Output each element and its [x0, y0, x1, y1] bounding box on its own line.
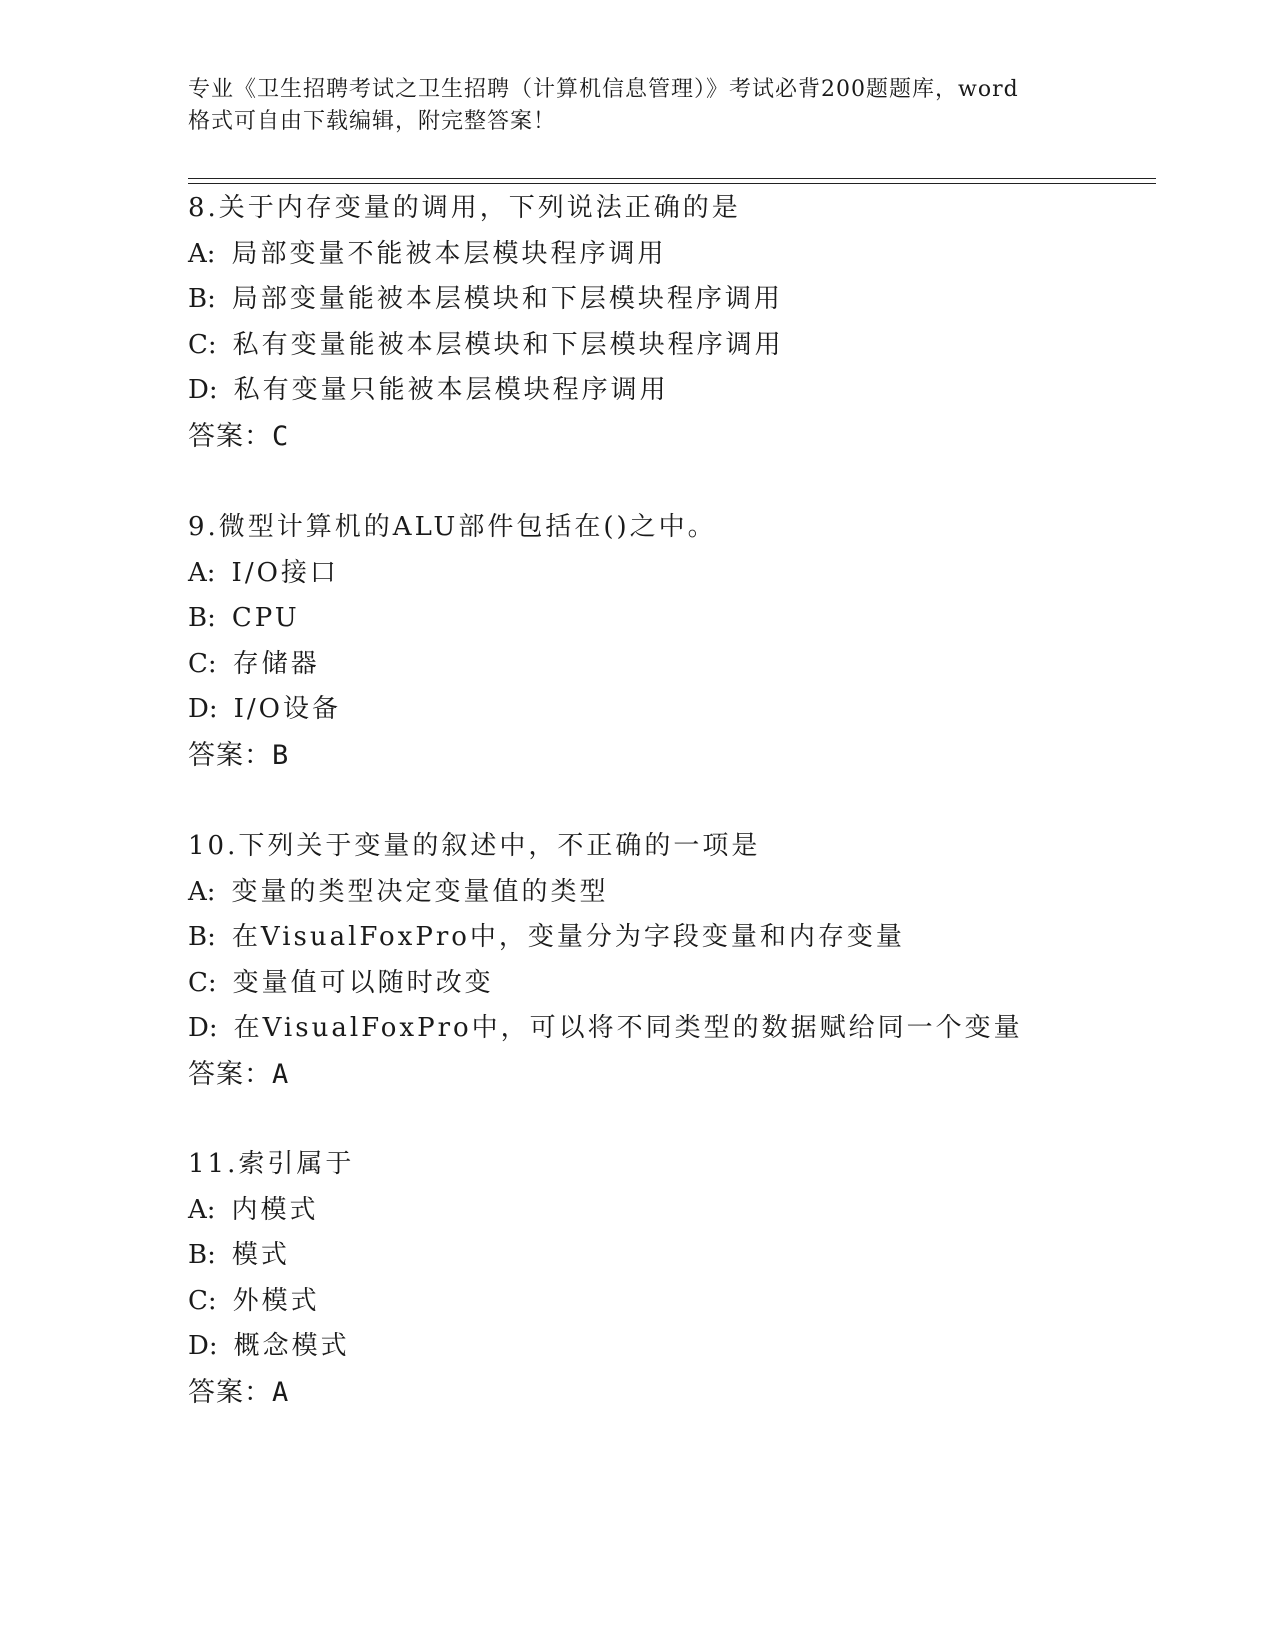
question-option	[188, 870, 1188, 916]
option-text: 变量值可以随时改变	[232, 967, 494, 998]
header-line-2: 格式可自由下载编辑，附完整答案！	[188, 109, 557, 134]
question-block	[188, 505, 1188, 778]
question-option	[188, 596, 1188, 642]
option-letter: C:	[188, 1285, 217, 1316]
question-option	[188, 1233, 1188, 1279]
option-letter: B:	[188, 922, 216, 952]
question-option	[188, 368, 1188, 414]
option-text: 在VisualFoxPro中，可以将不同类型的数据赋给同一个变量	[233, 1013, 1023, 1043]
option-text: 外模式	[232, 1285, 320, 1316]
option-letter: B:	[188, 603, 216, 633]
option-text: 概念模式	[233, 1331, 350, 1361]
question-option	[188, 277, 1188, 323]
option-letter: D:	[188, 375, 218, 405]
option-letter: C:	[188, 329, 217, 360]
question-option	[188, 915, 1188, 961]
option-text: 局部变量能被本层模块和下层模块程序调用	[231, 284, 783, 314]
option-text: 变量的类型决定变量值的类型	[231, 876, 609, 907]
option-letter: D:	[188, 1013, 218, 1043]
option-letter: C:	[188, 648, 217, 679]
answer-line: 答案：B	[188, 739, 290, 771]
question-stem: 8.关于内存变量的调用，下列说法正确的是	[188, 193, 741, 223]
option-letter: B:	[188, 1240, 216, 1270]
option-text: 私有变量只能被本层模块程序调用	[233, 375, 669, 405]
question-stem: 9.微型计算机的ALU部件包括在()之中。	[188, 512, 717, 542]
question-stem: 11.索引属于	[188, 1149, 355, 1179]
option-text: I/O设备	[233, 694, 341, 724]
option-letter: A:	[188, 1194, 216, 1225]
question-block	[188, 186, 1188, 459]
question-option	[188, 687, 1188, 733]
option-letter: D:	[188, 1331, 218, 1361]
question-option	[188, 1324, 1188, 1370]
option-letter: A:	[188, 876, 216, 907]
question-stem: 10.下列关于变量的叙述中，不正确的一项是	[188, 831, 761, 861]
answer-line: 答案：A	[188, 1058, 290, 1090]
option-text: I/O接口	[231, 557, 339, 588]
option-letter: A:	[188, 557, 216, 588]
question-option	[188, 961, 1188, 1007]
question-block	[188, 824, 1188, 1097]
question-block	[188, 1142, 1188, 1415]
option-letter: B:	[188, 284, 216, 314]
document-header	[188, 74, 1088, 138]
question-option	[188, 1188, 1188, 1234]
header-divider-top	[188, 178, 1156, 179]
answer-line: 答案：A	[188, 1376, 290, 1408]
question-option	[188, 1006, 1188, 1052]
question-option	[188, 642, 1188, 688]
question-option	[188, 1279, 1188, 1325]
question-option	[188, 232, 1188, 278]
option-text: 在VisualFoxPro中，变量分为字段变量和内存变量	[231, 922, 905, 952]
option-text: 局部变量不能被本层模块程序调用	[231, 238, 667, 269]
option-text: 私有变量能被本层模块和下层模块程序调用	[232, 329, 784, 360]
question-option	[188, 323, 1188, 369]
answer-line: 答案：C	[188, 420, 290, 452]
option-text: 存储器	[232, 648, 320, 679]
header-divider-bottom	[188, 183, 1156, 184]
option-text: CPU	[231, 603, 300, 633]
option-letter: C:	[188, 967, 217, 998]
question-option	[188, 551, 1188, 597]
option-letter: D:	[188, 694, 218, 724]
header-line-1: 专业《卫生招聘考试之卫生招聘（计算机信息管理）》考试必背200题题库，word	[188, 77, 1019, 102]
option-letter: A:	[188, 238, 216, 269]
option-text: 模式	[231, 1240, 290, 1270]
option-text: 内模式	[231, 1194, 319, 1225]
